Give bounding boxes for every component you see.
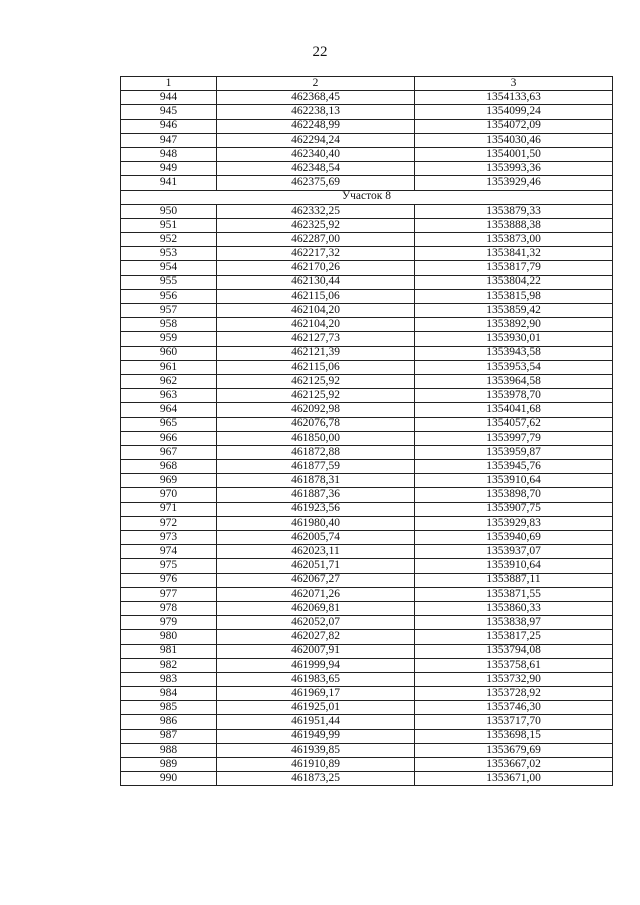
table-row <box>121 105 613 119</box>
y-coordinate-cell: 1353898,70 <box>415 488 613 502</box>
y-coordinate-cell: 1353679,69 <box>415 743 613 757</box>
point-number-cell: 987 <box>121 729 217 743</box>
y-coordinate-cell: 1353888,38 <box>415 218 613 232</box>
column-header-x: 2 <box>217 77 415 91</box>
x-coordinate-cell: 462023,11 <box>217 545 415 559</box>
x-coordinate-cell: 461925,01 <box>217 701 415 715</box>
table-row <box>121 445 613 459</box>
table-row <box>121 672 613 686</box>
y-coordinate-cell: 1353815,98 <box>415 289 613 303</box>
table-row <box>121 332 613 346</box>
x-coordinate-cell: 462217,32 <box>217 247 415 261</box>
x-coordinate-cell: 461999,94 <box>217 658 415 672</box>
y-coordinate-cell: 1353871,55 <box>415 587 613 601</box>
y-coordinate-cell: 1353817,79 <box>415 261 613 275</box>
y-coordinate-cell: 1353945,76 <box>415 460 613 474</box>
y-coordinate-cell: 1353929,46 <box>415 176 613 190</box>
table-row <box>121 573 613 587</box>
x-coordinate-cell: 462125,92 <box>217 374 415 388</box>
y-coordinate-cell: 1353838,97 <box>415 616 613 630</box>
y-coordinate-cell: 1353746,30 <box>415 701 613 715</box>
x-coordinate-cell: 462115,06 <box>217 289 415 303</box>
point-number-cell: 944 <box>121 91 217 105</box>
point-number-cell: 968 <box>121 460 217 474</box>
x-coordinate-cell: 462067,27 <box>217 573 415 587</box>
x-coordinate-cell: 461949,99 <box>217 729 415 743</box>
x-coordinate-cell: 462368,45 <box>217 91 415 105</box>
x-coordinate-cell: 461951,44 <box>217 715 415 729</box>
y-coordinate-cell: 1353997,79 <box>415 431 613 445</box>
x-coordinate-cell: 462005,74 <box>217 531 415 545</box>
table-row <box>121 758 613 772</box>
point-number-cell: 955 <box>121 275 217 289</box>
x-coordinate-cell: 462325,92 <box>217 218 415 232</box>
table-row <box>121 162 613 176</box>
y-coordinate-cell: 1353993,36 <box>415 162 613 176</box>
table-row <box>121 304 613 318</box>
point-number-cell: 965 <box>121 417 217 431</box>
point-number-cell: 974 <box>121 545 217 559</box>
x-coordinate-cell: 461850,00 <box>217 431 415 445</box>
table-row <box>121 531 613 545</box>
table-row <box>121 318 613 332</box>
point-number-cell: 982 <box>121 658 217 672</box>
table-row <box>121 91 613 105</box>
point-number-cell: 964 <box>121 403 217 417</box>
point-number-cell: 947 <box>121 133 217 147</box>
x-coordinate-cell: 462248,99 <box>217 119 415 133</box>
x-coordinate-cell: 462092,98 <box>217 403 415 417</box>
y-coordinate-cell: 1353892,90 <box>415 318 613 332</box>
y-coordinate-cell: 1353978,70 <box>415 389 613 403</box>
y-coordinate-cell: 1353794,08 <box>415 644 613 658</box>
x-coordinate-cell: 462051,71 <box>217 559 415 573</box>
column-header-point: 1 <box>121 77 217 91</box>
table-row <box>121 559 613 573</box>
point-number-cell: 981 <box>121 644 217 658</box>
table-row <box>121 658 613 672</box>
x-coordinate-cell: 462027,82 <box>217 630 415 644</box>
point-number-cell: 978 <box>121 601 217 615</box>
x-coordinate-cell: 461980,40 <box>217 516 415 530</box>
table-row <box>121 474 613 488</box>
y-coordinate-cell: 1354099,24 <box>415 105 613 119</box>
table-row <box>121 488 613 502</box>
x-coordinate-cell: 461969,17 <box>217 687 415 701</box>
point-number-cell: 959 <box>121 332 217 346</box>
table-row <box>121 743 613 757</box>
x-coordinate-cell: 462348,54 <box>217 162 415 176</box>
point-number-cell: 988 <box>121 743 217 757</box>
y-coordinate-cell: 1353804,22 <box>415 275 613 289</box>
x-coordinate-cell: 462052,07 <box>217 616 415 630</box>
table-row <box>121 460 613 474</box>
y-coordinate-cell: 1353860,33 <box>415 601 613 615</box>
y-coordinate-cell: 1353717,70 <box>415 715 613 729</box>
point-number-cell: 941 <box>121 176 217 190</box>
y-coordinate-cell: 1353879,33 <box>415 204 613 218</box>
point-number-cell: 946 <box>121 119 217 133</box>
x-coordinate-cell: 462104,20 <box>217 304 415 318</box>
y-coordinate-cell: 1353841,32 <box>415 247 613 261</box>
x-coordinate-cell: 461872,88 <box>217 445 415 459</box>
y-coordinate-cell: 1353964,58 <box>415 374 613 388</box>
y-coordinate-cell: 1353937,07 <box>415 545 613 559</box>
point-number-cell: 967 <box>121 445 217 459</box>
x-coordinate-cell: 461887,36 <box>217 488 415 502</box>
table-row <box>121 360 613 374</box>
x-coordinate-cell: 462121,39 <box>217 346 415 360</box>
x-coordinate-cell: 461878,31 <box>217 474 415 488</box>
point-number-cell: 950 <box>121 204 217 218</box>
point-number-cell: 980 <box>121 630 217 644</box>
x-coordinate-cell: 462007,91 <box>217 644 415 658</box>
y-coordinate-cell: 1354030,46 <box>415 133 613 147</box>
x-coordinate-cell: 462340,40 <box>217 147 415 161</box>
table-row <box>121 630 613 644</box>
point-number-cell: 957 <box>121 304 217 318</box>
table-row <box>121 176 613 190</box>
table-row <box>121 431 613 445</box>
x-coordinate-cell: 462115,06 <box>217 360 415 374</box>
y-coordinate-cell: 1353873,00 <box>415 233 613 247</box>
y-coordinate-cell: 1353698,15 <box>415 729 613 743</box>
point-number-cell: 954 <box>121 261 217 275</box>
table-row <box>121 616 613 630</box>
point-number-cell: 977 <box>121 587 217 601</box>
point-number-cell: 961 <box>121 360 217 374</box>
point-number-cell: 990 <box>121 772 217 786</box>
table-row <box>121 389 613 403</box>
column-header-y: 3 <box>415 77 613 91</box>
y-coordinate-cell: 1353887,11 <box>415 573 613 587</box>
x-coordinate-cell: 462071,26 <box>217 587 415 601</box>
point-number-cell: 962 <box>121 374 217 388</box>
y-coordinate-cell: 1353859,42 <box>415 304 613 318</box>
point-number-cell: 973 <box>121 531 217 545</box>
y-coordinate-cell: 1353940,69 <box>415 531 613 545</box>
table-row <box>121 545 613 559</box>
y-coordinate-cell: 1353943,58 <box>415 346 613 360</box>
x-coordinate-cell: 461877,59 <box>217 460 415 474</box>
x-coordinate-cell: 462076,78 <box>217 417 415 431</box>
y-coordinate-cell: 1353929,83 <box>415 516 613 530</box>
y-coordinate-cell: 1353907,75 <box>415 502 613 516</box>
table-row <box>121 772 613 786</box>
y-coordinate-cell: 1353671,00 <box>415 772 613 786</box>
coordinates-table-body <box>121 77 613 786</box>
point-number-cell: 969 <box>121 474 217 488</box>
y-coordinate-cell: 1354057,62 <box>415 417 613 431</box>
table-row <box>121 516 613 530</box>
x-coordinate-cell: 462287,00 <box>217 233 415 247</box>
y-coordinate-cell: 1353959,87 <box>415 445 613 459</box>
table-row <box>121 247 613 261</box>
table-row <box>121 715 613 729</box>
x-coordinate-cell: 462294,24 <box>217 133 415 147</box>
point-number-cell: 970 <box>121 488 217 502</box>
table-row <box>121 233 613 247</box>
y-coordinate-cell: 1353758,61 <box>415 658 613 672</box>
table-row <box>121 133 613 147</box>
point-number-cell: 971 <box>121 502 217 516</box>
point-number-cell: 966 <box>121 431 217 445</box>
point-number-cell: 952 <box>121 233 217 247</box>
table-row <box>121 147 613 161</box>
point-number-cell: 945 <box>121 105 217 119</box>
point-number-cell: 976 <box>121 573 217 587</box>
point-number-cell: 989 <box>121 758 217 772</box>
x-coordinate-cell: 461873,25 <box>217 772 415 786</box>
table-row <box>121 346 613 360</box>
table-row <box>121 374 613 388</box>
point-number-cell: 984 <box>121 687 217 701</box>
y-coordinate-cell: 1354041,68 <box>415 403 613 417</box>
section-title: Участок 8 <box>121 190 613 204</box>
x-coordinate-cell: 462104,20 <box>217 318 415 332</box>
table-row <box>121 644 613 658</box>
page-number: 22 <box>312 44 328 60</box>
y-coordinate-cell: 1353910,64 <box>415 559 613 573</box>
point-number-cell: 979 <box>121 616 217 630</box>
y-coordinate-cell: 1354072,09 <box>415 119 613 133</box>
point-number-cell: 960 <box>121 346 217 360</box>
table-row <box>121 119 613 133</box>
y-coordinate-cell: 1354133,63 <box>415 91 613 105</box>
y-coordinate-cell: 1353817,25 <box>415 630 613 644</box>
table-row <box>121 261 613 275</box>
y-coordinate-cell: 1353910,64 <box>415 474 613 488</box>
x-coordinate-cell: 462238,13 <box>217 105 415 119</box>
x-coordinate-cell: 462170,26 <box>217 261 415 275</box>
point-number-cell: 972 <box>121 516 217 530</box>
x-coordinate-cell: 462069,81 <box>217 601 415 615</box>
y-coordinate-cell: 1353953,54 <box>415 360 613 374</box>
point-number-cell: 983 <box>121 672 217 686</box>
table-row <box>121 601 613 615</box>
table-header-row <box>121 77 613 91</box>
coordinates-table <box>120 76 613 786</box>
y-coordinate-cell: 1353930,01 <box>415 332 613 346</box>
table-row <box>121 687 613 701</box>
table-row <box>121 502 613 516</box>
table-row <box>121 587 613 601</box>
point-number-cell: 986 <box>121 715 217 729</box>
point-number-cell: 951 <box>121 218 217 232</box>
point-number-cell: 949 <box>121 162 217 176</box>
x-coordinate-cell: 462332,25 <box>217 204 415 218</box>
table-row <box>121 729 613 743</box>
point-number-cell: 948 <box>121 147 217 161</box>
table-row <box>121 275 613 289</box>
table-row <box>121 204 613 218</box>
x-coordinate-cell: 461910,89 <box>217 758 415 772</box>
table-row <box>121 403 613 417</box>
point-number-cell: 963 <box>121 389 217 403</box>
point-number-cell: 958 <box>121 318 217 332</box>
section-row <box>121 190 613 204</box>
x-coordinate-cell: 461923,56 <box>217 502 415 516</box>
point-number-cell: 953 <box>121 247 217 261</box>
point-number-cell: 956 <box>121 289 217 303</box>
y-coordinate-cell: 1353732,90 <box>415 672 613 686</box>
x-coordinate-cell: 462375,69 <box>217 176 415 190</box>
x-coordinate-cell: 461983,65 <box>217 672 415 686</box>
table-row <box>121 289 613 303</box>
y-coordinate-cell: 1353728,92 <box>415 687 613 701</box>
table-row <box>121 701 613 715</box>
y-coordinate-cell: 1354001,50 <box>415 147 613 161</box>
table-row <box>121 417 613 431</box>
x-coordinate-cell: 462127,73 <box>217 332 415 346</box>
point-number-cell: 975 <box>121 559 217 573</box>
x-coordinate-cell: 462130,44 <box>217 275 415 289</box>
x-coordinate-cell: 461939,85 <box>217 743 415 757</box>
table-row <box>121 218 613 232</box>
y-coordinate-cell: 1353667,02 <box>415 758 613 772</box>
x-coordinate-cell: 462125,92 <box>217 389 415 403</box>
point-number-cell: 985 <box>121 701 217 715</box>
